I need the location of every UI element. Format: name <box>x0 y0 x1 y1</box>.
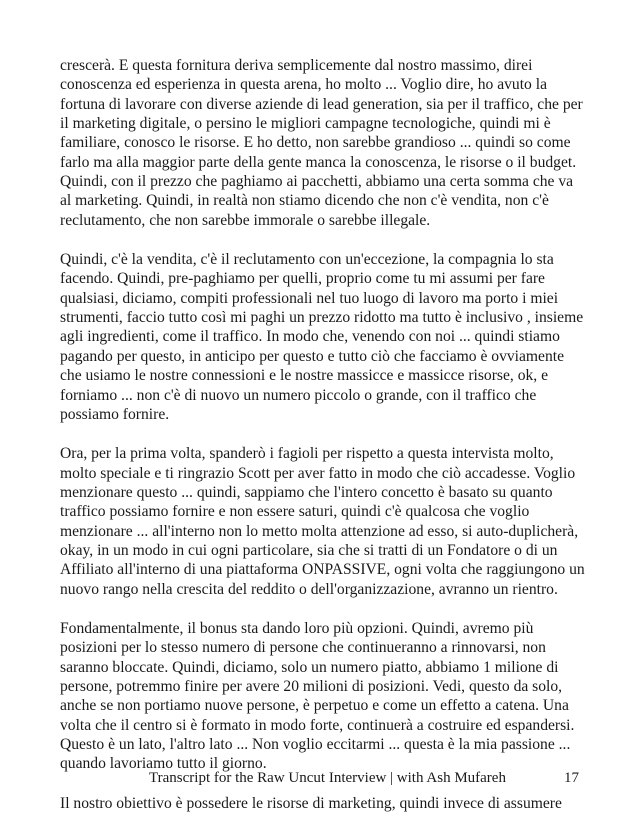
paragraph-2: Quindi, c'è la vendita, c'è il reclutamento con un'eccezione, la compagnia lo sta facendo. Quindi, pre-paghiamo per quelli, proprio come tu mi assumi per fare qualsiasi, diciamo, compiti professionali nel tuo luogo di lavoro ma porto i miei strumenti, faccio tutto così mi paghi un prezzo ridotto ma tutto è inclusivo , insieme agli ingredienti, come il traffico. In modo che, venendo con noi ... quindi stiamo pagando per questo, in anticipo per questo e tutto ciò che facciamo è ovviamente che usiamo le nostre connessioni e le nostre massicce e massicce risorse, ok, e forniamo ... non c'è di nuovo un numero piccolo o grande, con il traffico che possiamo fornire. <box>60 251 584 423</box>
footer-title: Transcript for the Raw Uncut Interview | with Ash Mufareh <box>149 770 506 786</box>
page-footer <box>0 770 638 794</box>
page-number: 17 <box>564 770 579 786</box>
paragraph-5: Il nostro obiettivo è possedere le risorse di marketing, quindi invece di assumere <box>60 794 562 812</box>
paragraph-3: Ora, per la prima volta, spanderò i fagioli per rispetto a questa intervista molto, molto speciale e ti ringrazio Scott per aver fatto in modo che ciò accadesse. Voglio menzionare questo ... quindi, sappiamo che l'intero concetto è basato su quanto traffico possiamo fornire e non essere saturi, quindi c'è qualcosa che voglio menzionare ... all'interno non lo metto molta attenzione ad esso, si auto-duplicherà, okay, in un modo in cui ogni particolare, sia che si tratti di un Fondatore o di un Affiliato all'interno di una piattaforma ONPASSIVE, ogni volta che raggiungono un nuovo rango nella crescita del reddito o dell'organizzazione, avranno un rientro. <box>60 445 585 598</box>
paragraph-1: crescerà. E questa fornitura deriva semplicemente dal nostro massimo, direi conoscenza ed esperienza in questa arena, ho molto ... Voglio dire, ho avuto la fortuna di lavorare con diverse aziende di lead generation, sia per il traffico, che per il marketing digitale, o persino le migliori campagne tecnologiche, quindi mi è familiare, conosco le risorse. E ho detto, non sarebbe grandioso ... quindi so come farlo ma alla maggior parte della gente manca la conoscenza, le risorse o il budget. Quindi, con il prezzo che paghiamo ai pacchetti, abbiamo una certa somma che va al marketing. Quindi, in realtà non stiamo dicendo che non c'è vendita, non c'è reclutamento, che non sarebbe immorale o sarebbe illegale. <box>60 57 583 229</box>
transcript-body <box>60 56 586 813</box>
paragraph-4: Fondamentalmente, il bonus sta dando loro più opzioni. Quindi, avremo più posizioni per lo stesso numero di persone che continueranno a rinnovarsi, non saranno bloccate. Quindi, diciamo, solo un numero piatto, abbiamo 1 milione di persone, potremmo finire per avere 20 milioni di posizioni. Vedi, questo da solo, anche se non portiamo nuove persone, è perpetuo e come un effetto a catena. Una volta che il centro si è formato in modo forte, continuerà a costruire ed espandersi. Questo è un lato, l'altro lato ... Non voglio eccitarmi ... questa è la mia passione ... quando lavoriamo tutto il giorno. <box>60 619 575 773</box>
